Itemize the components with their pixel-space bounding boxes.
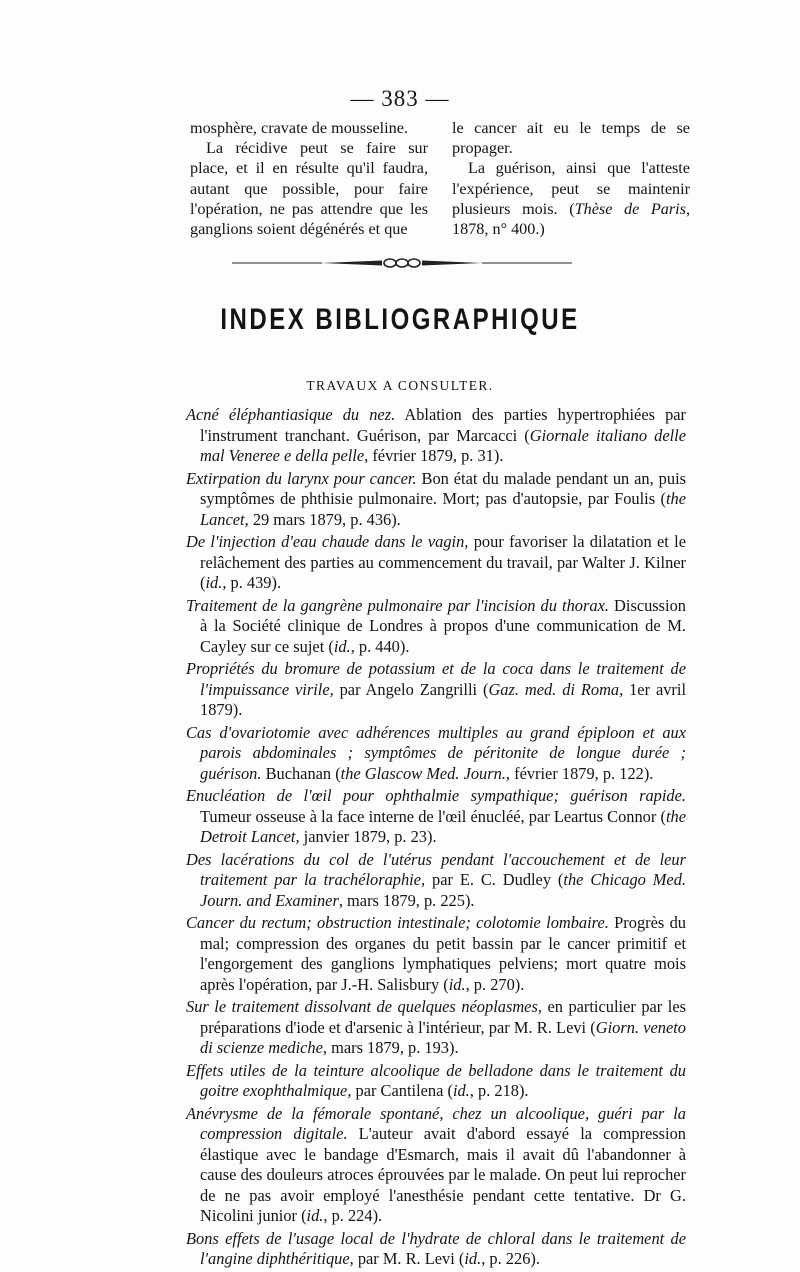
ornament-rule xyxy=(232,256,572,270)
bibliography-entry: Bons effets de l'usage local de l'hydrate de chloral dans le traitement de l'angine diphthéritique, par M. R. Levi (id., p. 226). xyxy=(186,1228,686,1268)
bibliography-entry: Anévrysme de la fémorale spontané, chez un alcoolique, guéri par la compression digitale. L'auteur avait d'abord essayé la compression élastique avec le bandage d'Esmarch, mais il avait dû l'abandonner à cause des douleurs atroces éprouvées par le malade. On peut lui reprocher de ne pas avoir employé l'anesthésie pendant cette tentative. Dr G. Nicolini junior (id., p. 224). xyxy=(186,1103,687,1225)
bibliography-list xyxy=(186,405,686,1272)
bibliography-entry: Cancer du rectum; obstruction intestinale; colotomie lombaire. Progrès du mal; compression des organes du petit bassin par le cancer primitif et l'engorgement des ganglions lymphatiques pelviens; mort quatre mois après l'opération, par J.-H. Salisbury (id., p. 270). xyxy=(186,913,686,994)
bibliography-entry: Des lacérations du col de l'utérus pendant l'accouchement et de leur traitement par la trachéloraphie, par E. C. Dudley (the Chicago Med. Journ. and Examiner, mars 1879, p. 225). xyxy=(186,849,686,910)
bibliography-entry: De l'injection d'eau chaude dans le vagin, pour favoriser la dilatation et le relâchement des parties au commencement du travail, par Walter J. Kilner (id., p. 439). xyxy=(186,532,686,592)
intro-right-paragraph-2: La guérison, ainsi que l'atteste l'expérience, peut se maintenir plusieurs mois. (Thèse de Paris, 1878, n° 400.) xyxy=(452,159,691,239)
index-title: INDEX BIBLIOGRAPHIQUE xyxy=(220,302,580,337)
thesis-reference: Thèse de Paris xyxy=(574,199,686,218)
section-subtitle: TRAVAUX A CONSULTER. xyxy=(306,378,494,393)
bibliography-entry: Traitement de la gangrène pulmonaire par l'incision du thorax. Discussion à la Société clinique de Londres à propos d'une communication de M. Cayley sur ce sujet (id., p. 440). xyxy=(186,595,686,656)
intro-right-paragraph-1: le cancer ait eu le temps de se propager. xyxy=(452,119,690,158)
bibliography-entry: Effets utiles de la teinture alcoolique de belladone dans le traitement du goitre exophthalmique, par Cantilena (id., p. 218). xyxy=(186,1060,686,1100)
bibliography-entry: Extirpation du larynx pour cancer. Bon état du malade pendant un an, puis symptômes de phthisie pulmonaire. Mort; pas d'autopsie, par Foulis (the Lancet, 29 mars 1879, p. 436). xyxy=(186,468,686,529)
bibliography-entry: Sur le traitement dissolvant de quelques néoplasmes, en particulier par les préparations d'iode et d'arsenic à l'intérieur, par M. R. Levi (Giorn. veneto di scienze mediche, mars 1879, p. 193). xyxy=(186,997,687,1057)
intro-columns xyxy=(190,118,690,239)
intro-right-column xyxy=(452,118,690,239)
page-number: — 383 — xyxy=(350,86,450,111)
intro-left-paragraph: La récidive peut se faire sur place, et il en résulte qu'il faudra, autant que possible, pour faire l'opération, ne pas attendre que les ganglions soient dégénérés et que xyxy=(190,139,428,239)
bibliography-entry: Propriétés du bromure de potassium et de la coca dans le traitement de l'impuissance virile, par Angelo Zangrilli (Gaz. med. di Roma, 1er avril 1879). xyxy=(186,659,686,719)
bibliography-entry: Cas d'ovariotomie avec adhérences multiples au grand épiploon et aux parois abdominales ; symptômes de péritonite de longue durée ; guérison. Buchanan (the Glascow Med. Journ., février 1879, p. 122). xyxy=(186,722,686,783)
bibliography-entry: Acné éléphantiasique du nez. Ablation des parties hypertrophiées par l'instrument tranchant. Guérison, par Marcacci (Giornale italiano delle mal Veneree e della pelle, février 1879, p. 31). xyxy=(186,405,686,465)
intro-left-column xyxy=(190,118,428,239)
intro-left-line: mosphère, cravate de mousseline. xyxy=(190,119,409,137)
bibliography-entry: Enucléation de l'œil pour ophthalmie sympathique; guérison rapide. Tumeur osseuse à la face interne de l'œil énucléé, par Leartus Connor (the Detroit Lancet, janvier 1879, p. 23). xyxy=(186,786,686,846)
